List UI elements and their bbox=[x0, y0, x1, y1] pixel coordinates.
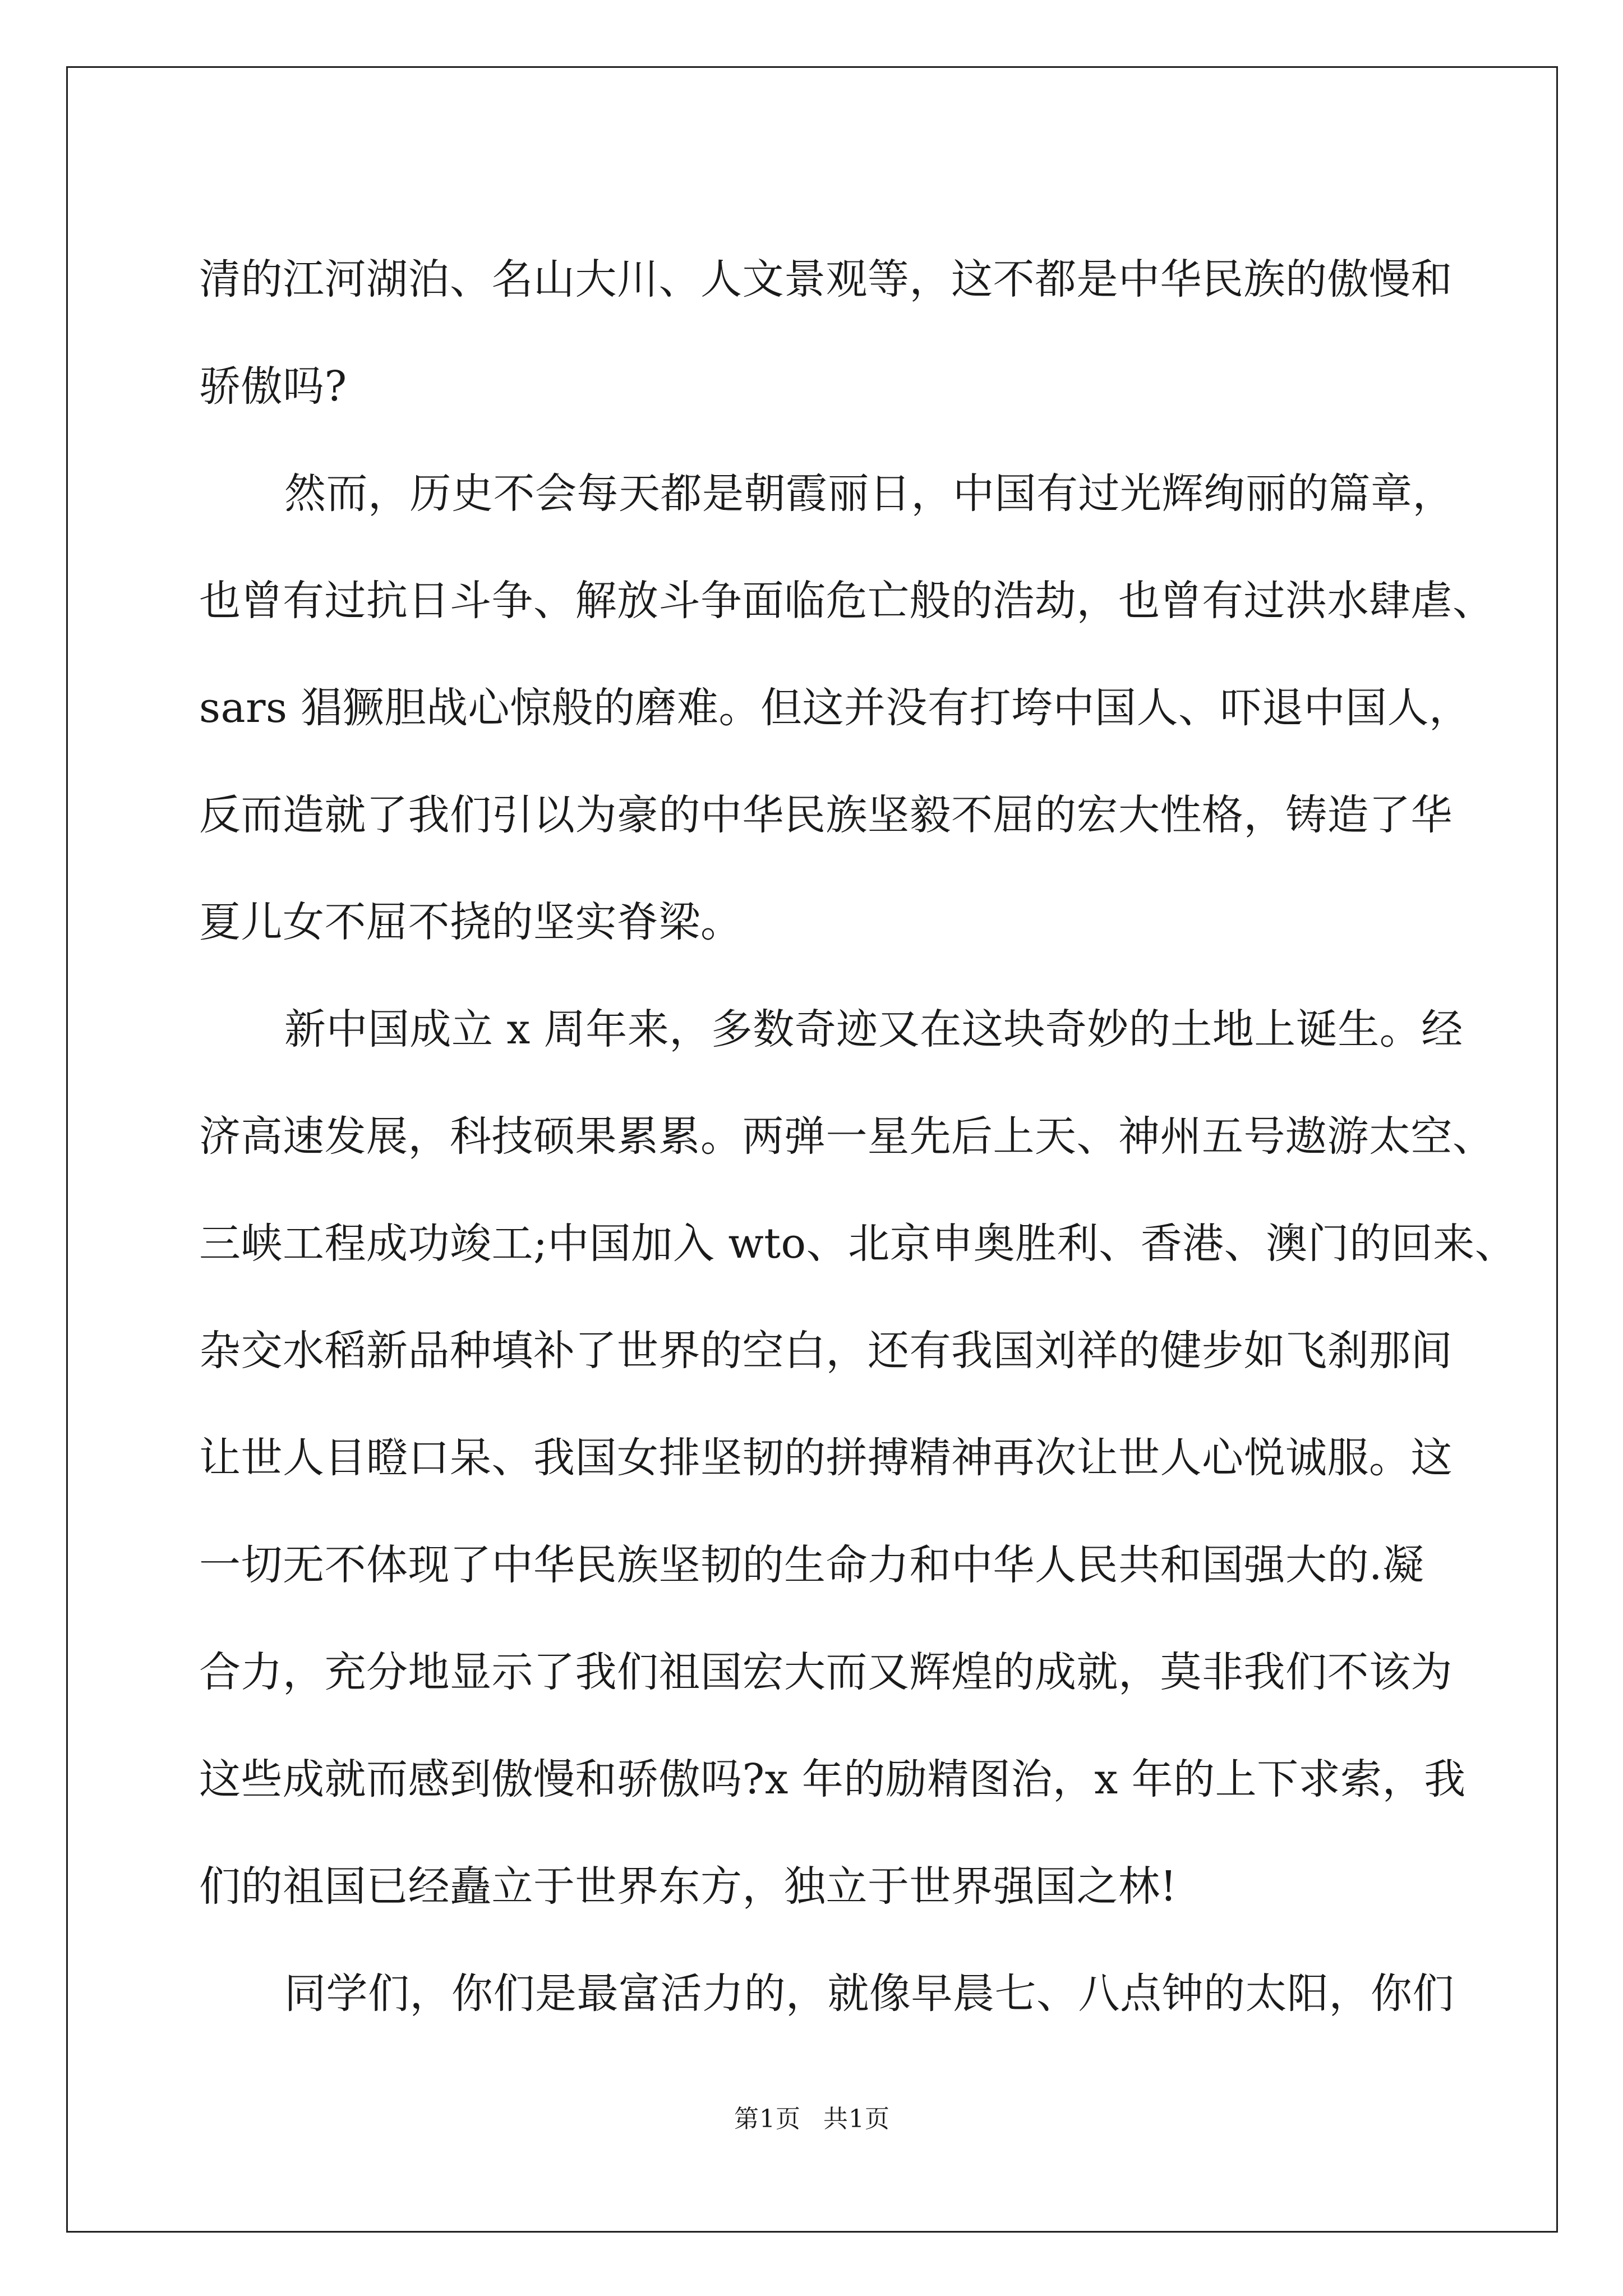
text-line: 三峡工程成功竣工;中国加入 wto、北京申奥胜利、香港、澳门的回来、 bbox=[199, 1220, 1517, 1268]
text-line: 这些成就而感到傲慢和骄傲吗?x 年的励精图治，x 年的上下求索，我 bbox=[199, 1755, 1466, 1803]
text-line: 济高速发展，科技硕果累累。两弹一星先后上天、神州五号遨游太空、 bbox=[199, 1112, 1495, 1161]
text-line: 杂交水稻新品种填补了世界的空白，还有我国刘祥的健步如飞刹那间 bbox=[199, 1327, 1453, 1375]
text-line: 一切无不体现了中华民族坚韧的生命力和中华人民共和国强大的.凝 bbox=[199, 1541, 1424, 1589]
text-line: 清的江河湖泊、名山大川、人文景观等，这不都是中华民族的傲慢和 bbox=[199, 255, 1453, 303]
text-line: 骄傲吗? bbox=[199, 362, 347, 411]
page-total: 共1页 bbox=[823, 2105, 890, 2133]
paragraph-first-line: 新中国成立 x 周年来，多数奇迹又在这块奇妙的土地上诞生。经 bbox=[284, 1005, 1463, 1053]
paragraph-first-line: 同学们，你们是最富活力的，就像早晨七、八点钟的太阳，你们 bbox=[284, 1970, 1454, 2018]
page-frame bbox=[66, 66, 1558, 2233]
text-line: 夏儿女不屈不挠的坚实脊梁。 bbox=[199, 898, 743, 946]
page-number: 第1页 bbox=[734, 2105, 801, 2133]
text-line: 们的祖国已经矗立于世界东方，独立于世界强国之林! bbox=[199, 1862, 1177, 1911]
page-footer bbox=[68, 2099, 1556, 2134]
document-body bbox=[199, 226, 1517, 2047]
text-line: 让世人目瞪口呆、我国女排坚韧的拼搏精神再次让世人心悦诚服。这 bbox=[199, 1434, 1453, 1482]
text-line: 也曾有过抗日斗争、解放斗争面临危亡般的浩劫，也曾有过洪水肆虐、 bbox=[199, 577, 1495, 625]
text-line: 反而造就了我们引以为豪的中华民族坚毅不屈的宏大性格，铸造了华 bbox=[199, 791, 1453, 839]
paragraph-first-line: 然而，历史不会每天都是朝霞丽日，中国有过光辉绚丽的篇章， bbox=[284, 470, 1454, 518]
text-line: sars 猖獗胆战心惊般的磨难。但这并没有打垮中国人、吓退中国人， bbox=[199, 684, 1471, 732]
text-line: 合力，充分地显示了我们祖国宏大而又辉煌的成就，莫非我们不该为 bbox=[199, 1648, 1453, 1696]
